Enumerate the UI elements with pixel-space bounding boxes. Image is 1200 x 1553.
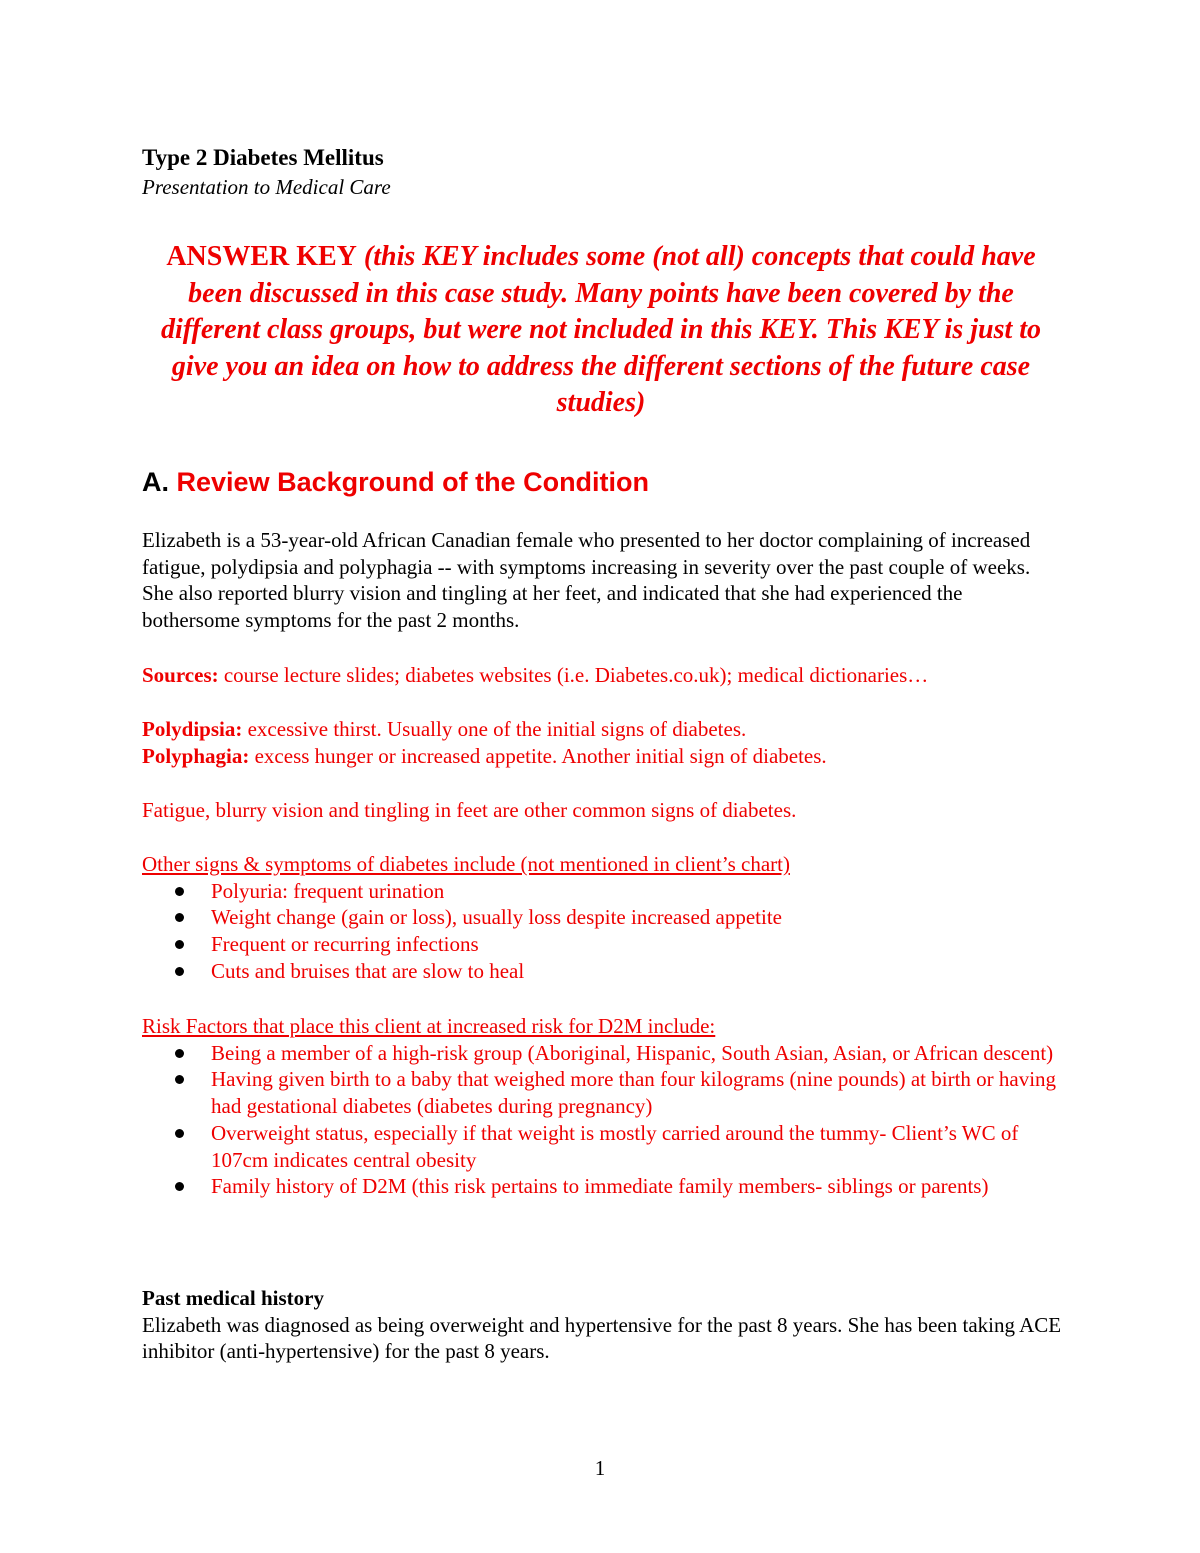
polyphagia-label: Polyphagia:	[142, 743, 250, 768]
polydipsia-definition	[142, 716, 1062, 743]
list-item-text: Overweight status, especially if that weight is mostly carried around the tummy- Client’s WC of 107cm indicates central obesity	[211, 1120, 1019, 1172]
other-signs-block	[142, 851, 1062, 985]
list-item	[142, 1040, 1062, 1067]
bullet-icon	[175, 1182, 184, 1191]
list-item-text: Weight change (gain or loss), usually loss despite increased appetite	[211, 905, 782, 930]
polyphagia-definition	[142, 743, 1062, 770]
list-item	[142, 1120, 1062, 1173]
bullet-icon	[175, 887, 184, 896]
other-signs-list	[142, 878, 1062, 985]
sources-paragraph	[142, 662, 1062, 689]
case-intro-block	[142, 527, 1062, 634]
answer-key-lead: ANSWER KEY	[166, 241, 357, 272]
bullet-icon	[175, 1049, 184, 1058]
other-signs-heading: Other signs & symptoms of diabetes include (not mentioned in client’s chart)	[142, 852, 790, 876]
bullet-icon	[175, 940, 184, 949]
answer-key-description: (this KEY includes some (not all) concepts that could have been discussed in this case study. Many points have been covered by the different class groups, but were not included in this KEY. This KEY is just to give you an idea on how to address the different sections of the future case studies)	[160, 241, 1042, 418]
list-item	[142, 904, 1062, 931]
bullet-icon	[175, 1075, 184, 1084]
bullet-icon	[175, 913, 184, 922]
section-a-heading	[142, 465, 649, 499]
answer-key-note	[136, 239, 1066, 422]
sources-text: course lecture slides; diabetes websites (i.e. Diabetes.co.uk); medical dictionaries…	[218, 663, 929, 687]
bullet-icon	[175, 1129, 184, 1138]
sources-label: Sources:	[142, 663, 219, 687]
list-item-text: Being a member of a high-risk group (Aboriginal, Hispanic, South Asian, Asian, or African descent)	[211, 1040, 1054, 1065]
document-subtitle: Presentation to Medical Care	[142, 175, 391, 199]
bullet-icon	[175, 967, 184, 976]
page-content	[142, 143, 1062, 1364]
list-item	[142, 958, 1062, 985]
section-a-title: Review Background of the Condition	[176, 467, 650, 497]
list-item	[142, 878, 1062, 905]
polydipsia-label: Polydipsia:	[142, 717, 243, 741]
risk-factors-list	[142, 1040, 1062, 1200]
list-item-text: Family history of D2M (this risk pertains to immediate family members- siblings or parents)	[211, 1174, 989, 1199]
past-medical-history-label: Past medical history	[142, 1286, 324, 1310]
risk-factors-block	[142, 1013, 1062, 1200]
fatigue-block	[142, 797, 1062, 824]
polydipsia-text: excessive thirst. Usually one of the initial signs of diabetes.	[242, 717, 747, 741]
polyphagia-text: excess hunger or increased appetite. Another initial sign of diabetes.	[249, 743, 827, 768]
list-item-text: Polyuria: frequent urination	[211, 878, 445, 903]
list-item	[142, 1066, 1062, 1119]
past-medical-history-paragraph: Elizabeth was diagnosed as being overweight and hypertensive for the past 8 years. She has been taking ACE inhibitor (anti-hypertensive) for the past 8 years.	[142, 1312, 1062, 1364]
fatigue-paragraph: Fatigue, blurry vision and tingling in feet are other common signs of diabetes.	[142, 798, 797, 822]
definitions-block	[142, 716, 1062, 769]
list-item	[142, 931, 1062, 958]
list-item-text: Frequent or recurring infections	[211, 932, 479, 957]
case-intro-paragraph: Elizabeth is a 53-year-old African Canadian female who presented to her doctor complaining of increased fatigue, polydipsia and polyphagia -- with symptoms increasing in severity over the past couple of weeks. She also reported blurry vision and tingling at her feet, and indicated that she had experienced the bothersome symptoms for the past 2 months.	[142, 528, 1031, 633]
past-medical-history-heading	[142, 1285, 1062, 1312]
risk-factors-heading: Risk Factors that place this client at increased risk for D2M include:	[142, 1014, 716, 1038]
sources-block	[142, 662, 1062, 689]
section-a-letter: A.	[142, 467, 169, 497]
list-item-text: Having given birth to a baby that weighed more than four kilograms (nine pounds) at birth or having had gestational diabetes (diabetes during pregnancy)	[211, 1067, 1057, 1119]
list-item	[142, 1173, 1062, 1200]
document-title: Type 2 Diabetes Mellitus	[142, 145, 384, 170]
page-number: 1	[594, 1456, 606, 1480]
past-medical-history-block	[142, 1285, 1062, 1365]
list-item-text: Cuts and bruises that are slow to heal	[211, 958, 525, 983]
